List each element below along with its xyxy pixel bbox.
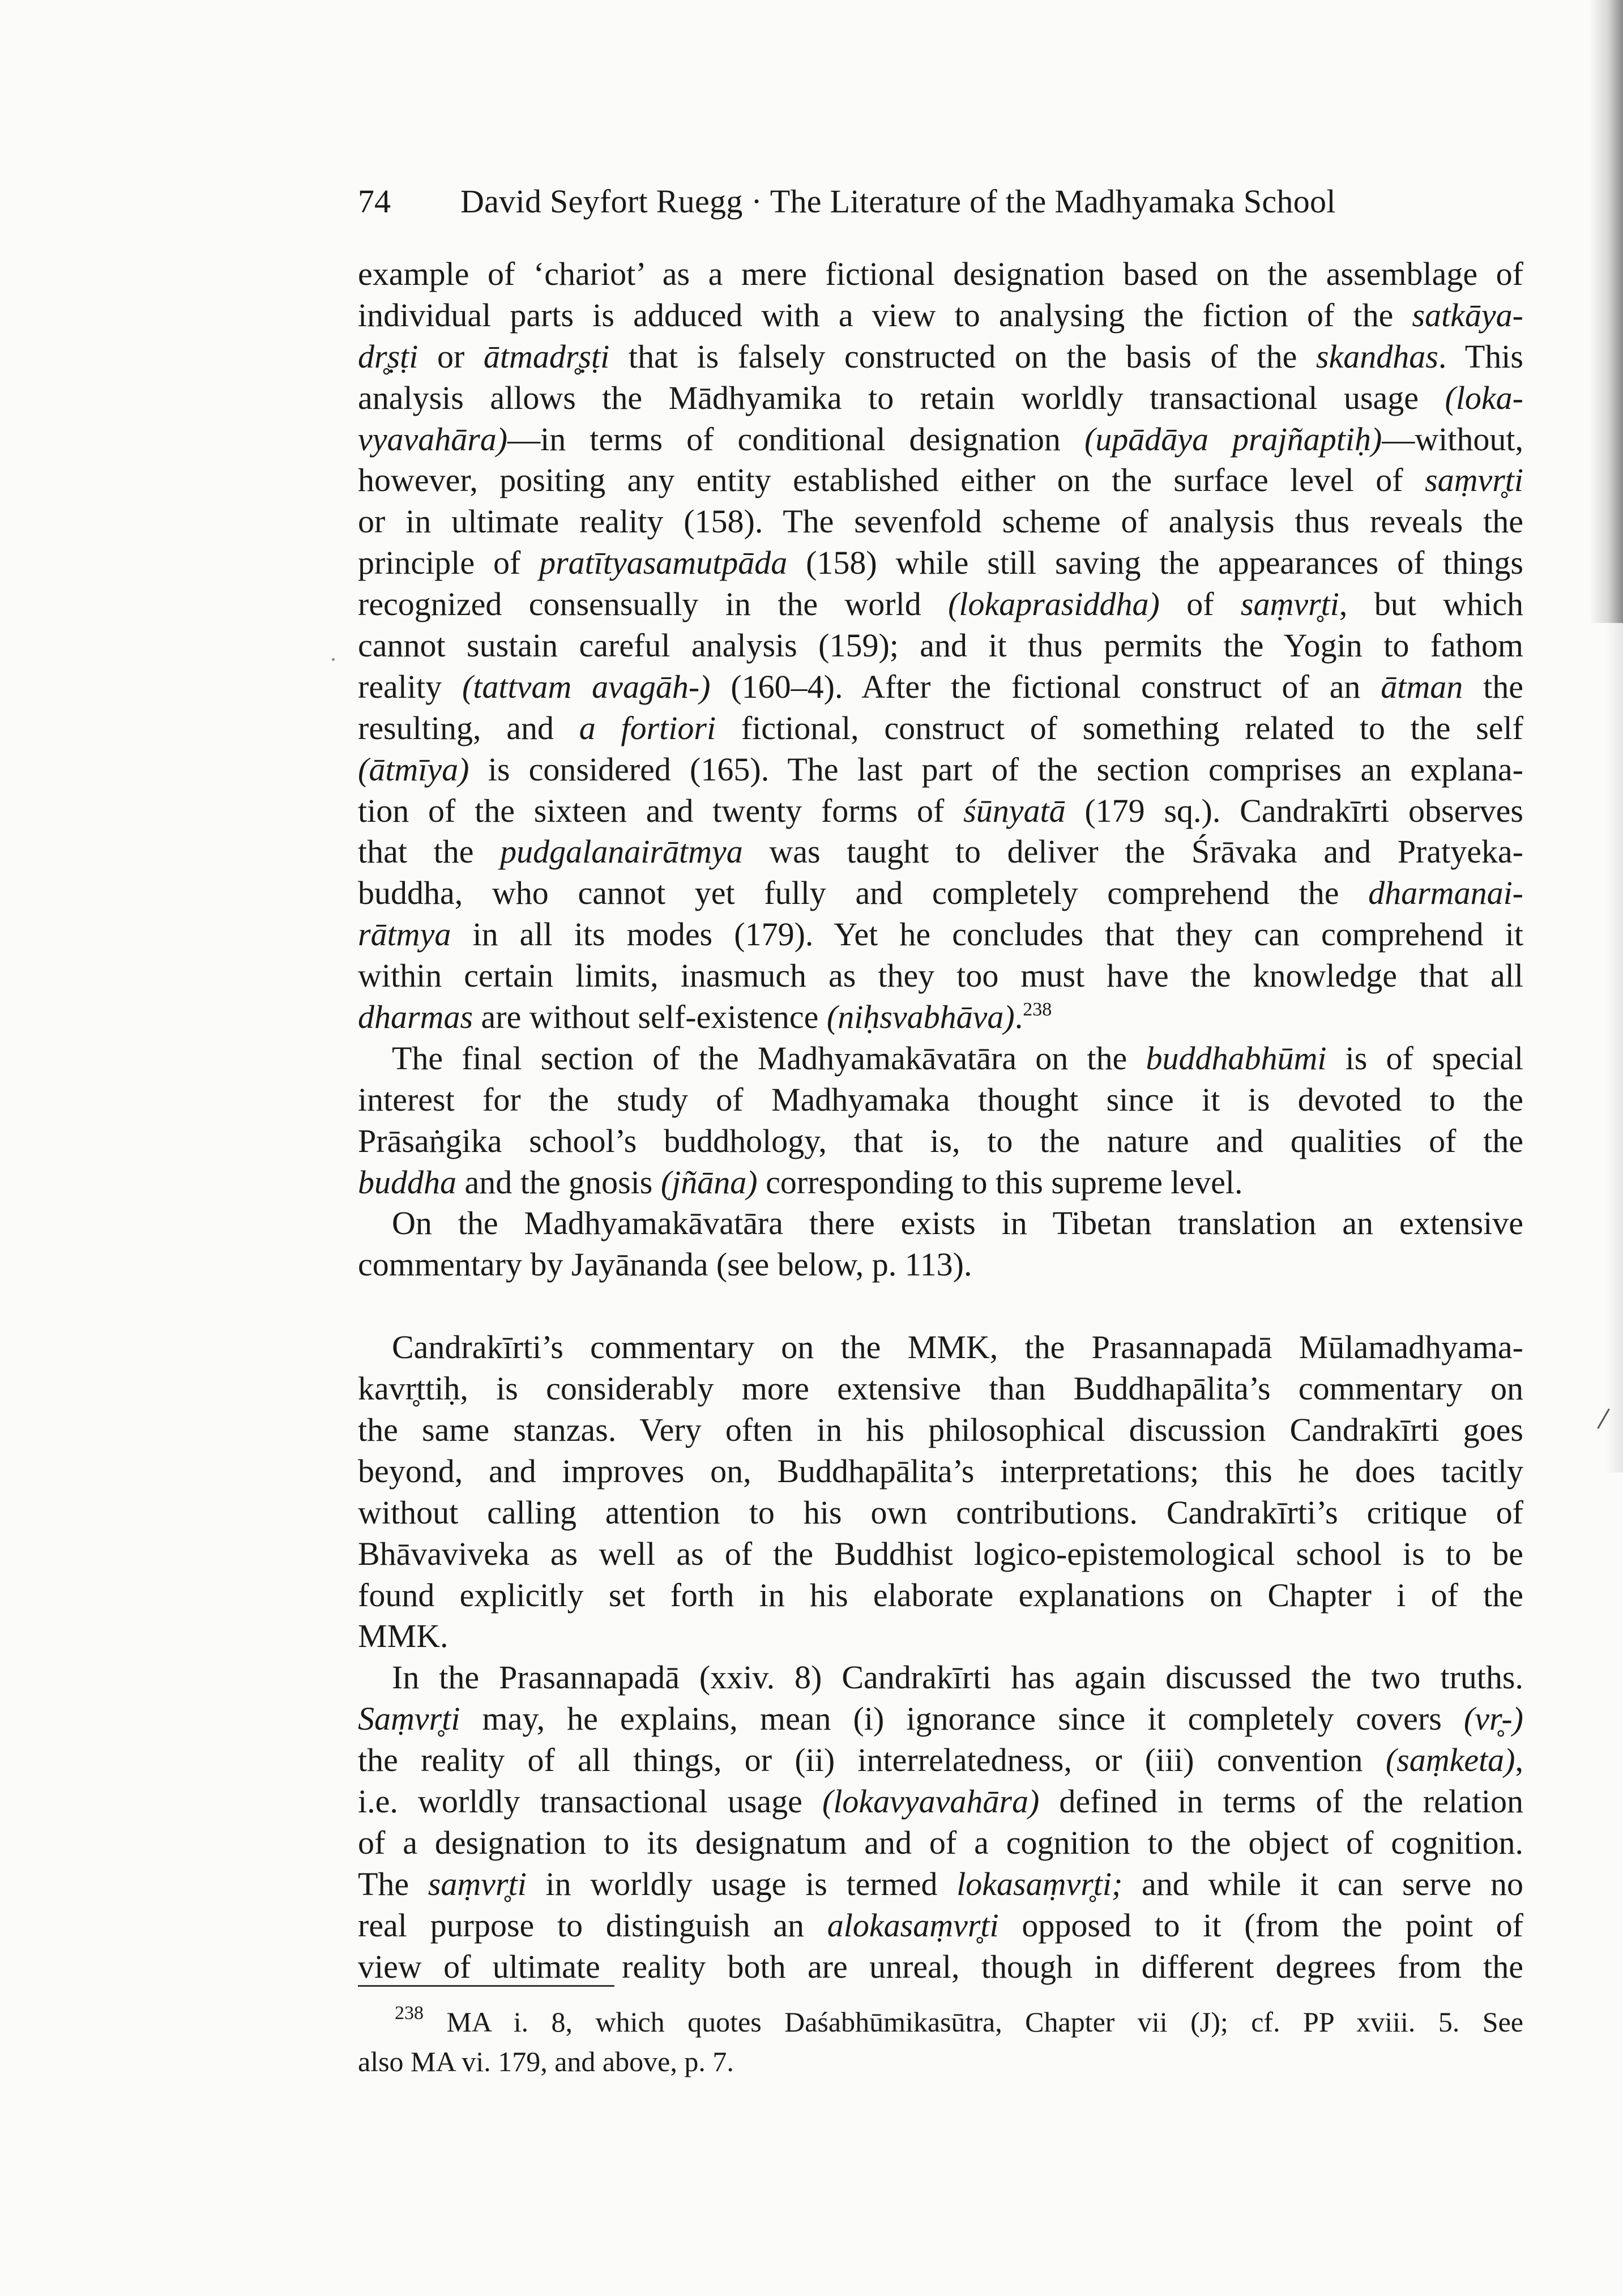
italic-term: (saṃketa) [1385, 1742, 1515, 1779]
text-run: is considered (165). The last part of the section comprises an explana- [469, 750, 1523, 788]
text-line [358, 914, 1523, 955]
text-line [358, 1286, 1523, 1327]
text-run: reality [358, 668, 462, 705]
text-run: is of special [1326, 1039, 1524, 1077]
text-run: in all its modes (179). Yet he concludes that they can comprehend it [451, 916, 1523, 953]
text-line [358, 419, 1523, 460]
text-run: beyond, and improves on, Buddhapālita’s interpretations; this he does tacitly [358, 1452, 1523, 1490]
italic-term: (tattvam avagāh-) [462, 668, 711, 705]
text-run: Bhāvaviveka as well as of the Buddhist logico-epistemological school is to be [358, 1535, 1523, 1572]
italic-term: vyavahāra) [358, 420, 508, 458]
text-line [358, 1740, 1523, 1781]
scan-speck [332, 658, 335, 661]
text-line [358, 1451, 1523, 1492]
italic-term: buddha [358, 1163, 456, 1201]
text-run: real purpose to distinguish an [358, 1906, 827, 1944]
text-line [358, 1905, 1523, 1947]
text-run: of a designation to its designatum and of a cognition to the object of cognition. [358, 1824, 1523, 1861]
italic-term: (niḥsvabhāva) [826, 998, 1015, 1036]
text-run: defined in terms of the relation [1039, 1782, 1523, 1820]
text-line [358, 1575, 1523, 1616]
scan-edge-shadow [1589, 0, 1623, 623]
footnote-reference: 238 [1023, 999, 1052, 1021]
text-run: . This [1438, 338, 1523, 375]
text-run: MA i. 8, which quotes Daśabhūmikasūtra, Chapter vii (J); cf. PP xviii. 5. See [424, 2006, 1523, 2038]
scan-edge-shadow-lower [1606, 623, 1623, 1473]
italic-term: dr̥ṣṭi [358, 338, 418, 375]
text-line [358, 1657, 1523, 1698]
text-line [358, 1410, 1523, 1451]
text-line [358, 1327, 1523, 1368]
text-line [358, 254, 1523, 295]
text-run: , [1515, 1742, 1523, 1779]
italic-term: saṃvr̥ti [428, 1865, 527, 1902]
text-line [358, 625, 1523, 667]
italic-term: saṃvr̥ti [1425, 462, 1523, 499]
text-run: Candrakīrti’s commentary on the MMK, the Prasannapadā Mūlamadhyama- [392, 1329, 1523, 1366]
body-text [358, 254, 1523, 1987]
footnote-line [358, 2042, 1523, 2081]
text-run: —without, [1382, 420, 1523, 458]
italic-term: satkāya- [1412, 296, 1523, 334]
text-run: corresponding to this supreme level. [757, 1163, 1243, 1201]
footnote [358, 2002, 1523, 2081]
text-line [358, 955, 1523, 997]
text-run: (158) while still saving the appearances of things [787, 544, 1523, 582]
footnote-reference: 238 [395, 2003, 424, 2024]
italic-term: lokasaṃvr̥ti; [956, 1865, 1123, 1902]
text-line [358, 1244, 1523, 1286]
text-run: On the Madhyamakāvatāra there exists in Tibetan translation an extensive [392, 1205, 1523, 1242]
text-line [358, 667, 1523, 708]
page-number: 74 [358, 183, 391, 220]
text-run: of [1159, 586, 1241, 623]
text-line [358, 295, 1523, 336]
italic-term: skandhas [1316, 338, 1438, 375]
text-run: , but which [1339, 586, 1523, 623]
italic-term: śūnyatā [963, 792, 1066, 829]
text-run: opposed to it (from the point of [998, 1906, 1523, 1944]
italic-term: a fortiori [579, 709, 716, 746]
text-run: and while it can serve no [1122, 1865, 1524, 1902]
text-line [358, 1079, 1523, 1121]
italic-term: (loka- [1445, 379, 1523, 416]
text-line [358, 1864, 1523, 1905]
text-run: the [1463, 668, 1523, 705]
italic-term: rātmya [358, 916, 451, 953]
text-run: resulting, and [358, 709, 579, 746]
text-line [358, 1203, 1523, 1244]
text-run: cannot sustain careful analysis (159); and it thus permits the Yogin to fathom [358, 627, 1523, 664]
text-line [358, 336, 1523, 378]
italic-term: (lokavyavahāra) [822, 1782, 1040, 1820]
text-run: (160–4). After the fictional construct of an [710, 668, 1381, 705]
text-run: view of ultimate reality both are unreal, though in different degrees from the [358, 1948, 1523, 1985]
text-run: fictional, construct of something related to the self [716, 709, 1523, 746]
italic-term: buddhabhūmi [1146, 1039, 1327, 1077]
text-line [358, 1823, 1523, 1864]
text-run: —in terms of conditional designation [507, 420, 1084, 458]
text-run: commentary by Jayānanda (see below, p. 113). [358, 1246, 972, 1283]
text-run: tion of the sixteen and twenty forms of [358, 792, 964, 829]
text-run: the reality of all things, or (ii) interrelatedness, or (iii) convention [358, 1742, 1386, 1779]
text-line [358, 1492, 1523, 1534]
text-line [358, 791, 1523, 832]
italic-term: ātman [1381, 668, 1463, 705]
italic-term: alokasaṃvr̥ti [827, 1906, 999, 1944]
text-run: or in ultimate reality (158). The sevenfold scheme of analysis thus reveals the [358, 503, 1523, 540]
text-run: was taught to deliver the Śrāvaka and Pratyeka- [742, 833, 1523, 870]
text-run: analysis allows the Mādhyamika to retain worldly transactional usage [358, 379, 1445, 416]
text-run: i.e. worldly transactional usage [358, 1782, 822, 1820]
text-run: recognized consensually in the world [358, 586, 949, 623]
text-line [358, 708, 1523, 749]
text-run: the same stanzas. Very often in his philosophical discussion Candrakīrti goes [358, 1411, 1523, 1448]
italic-term: dharmanai- [1368, 874, 1523, 912]
text-line [358, 460, 1523, 501]
text-line [358, 501, 1523, 543]
text-line [358, 543, 1523, 584]
text-line [358, 1038, 1523, 1079]
text-run: MMK. [358, 1618, 449, 1655]
italic-term: saṃvr̥ti [1240, 586, 1339, 623]
text-run: however, positing any entity established either on the surface level of [358, 462, 1425, 499]
italic-term: ātmadr̥ṣṭi [483, 338, 610, 375]
text-run: found explicitly set forth in his elaborate explanations on Chapter i of the [358, 1576, 1523, 1614]
text-run: principle of [358, 544, 540, 582]
text-line [358, 997, 1523, 1038]
text-line [358, 1121, 1523, 1162]
text-run: interest for the study of Madhyamaka thought since it is devoted to the [358, 1081, 1523, 1118]
text-run: that the [358, 833, 501, 870]
text-run: may, he explains, mean (i) ignorance since it completely covers [460, 1700, 1464, 1738]
italic-term: pratītyasamutpāda [539, 544, 788, 582]
text-run: The final section of the Madhyamakāvatāra on the [392, 1039, 1146, 1077]
text-run: Prāsaṅgika school’s buddhology, that is, to the nature and qualities of the [358, 1122, 1523, 1159]
text-line [358, 1781, 1523, 1823]
text-line [358, 749, 1523, 791]
italic-term: pudgalanairātmya [500, 833, 743, 870]
text-run: kavr̥ttiḥ, is considerably more extensive than Buddhapālita’s commentary on [358, 1370, 1523, 1407]
text-run: In the Prasannapadā (xxiv. 8) Candrakīrti has again discussed the two truths. [392, 1659, 1523, 1696]
page-header [358, 180, 1524, 223]
text-line [358, 1698, 1523, 1740]
italic-term: (vr̥-) [1463, 1700, 1523, 1738]
text-line [358, 584, 1523, 625]
text-line [358, 378, 1523, 419]
text-run: are without self-existence [473, 998, 827, 1036]
italic-term: (lokaprasiddha) [948, 586, 1160, 623]
text-line [358, 831, 1523, 873]
text-line [358, 1947, 1523, 1988]
text-run: example of ‘chariot’ as a mere fictional designation based on the assemblage of [358, 255, 1523, 292]
text-line [358, 1534, 1523, 1575]
italic-term: (ātmīya) [358, 750, 469, 788]
text-run: that is falsely constructed on the basis of the [609, 338, 1316, 375]
text-run: without calling attention to his own contributions. Candrakīrti’s critique of [358, 1493, 1523, 1531]
text-line [358, 1368, 1523, 1410]
text-run: also MA vi. 179, and above, p. 7. [358, 2046, 734, 2077]
footnote-divider [358, 1985, 614, 1987]
text-run: or [418, 338, 484, 375]
text-run: . [1014, 998, 1023, 1036]
text-run: individual parts is adduced with a view to analysing the fiction of the [358, 296, 1412, 334]
text-line [358, 873, 1523, 914]
text-run: in worldly usage is termed [526, 1865, 957, 1902]
text-line [358, 1616, 1523, 1657]
text-run: and the gnosis [456, 1163, 661, 1201]
italic-term: (upādāya prajñaptiḥ) [1084, 420, 1382, 458]
text-run: (179 sq.). Candrakīrti observes [1065, 792, 1523, 829]
italic-term: Saṃvr̥ti [358, 1700, 460, 1738]
italic-term: (jñāna) [660, 1163, 758, 1201]
text-line [358, 1162, 1523, 1204]
text-run: within certain limits, inasmuch as they too must have the knowledge that all [358, 957, 1523, 995]
running-head: David Seyfort Ruegg · The Literature of the Madhyamaka School [460, 183, 1336, 220]
italic-term: dharmas [358, 998, 473, 1036]
footnote-line [358, 2002, 1523, 2042]
text-run: The [358, 1865, 428, 1902]
text-run: buddha, who cannot yet fully and completely comprehend the [358, 874, 1369, 912]
